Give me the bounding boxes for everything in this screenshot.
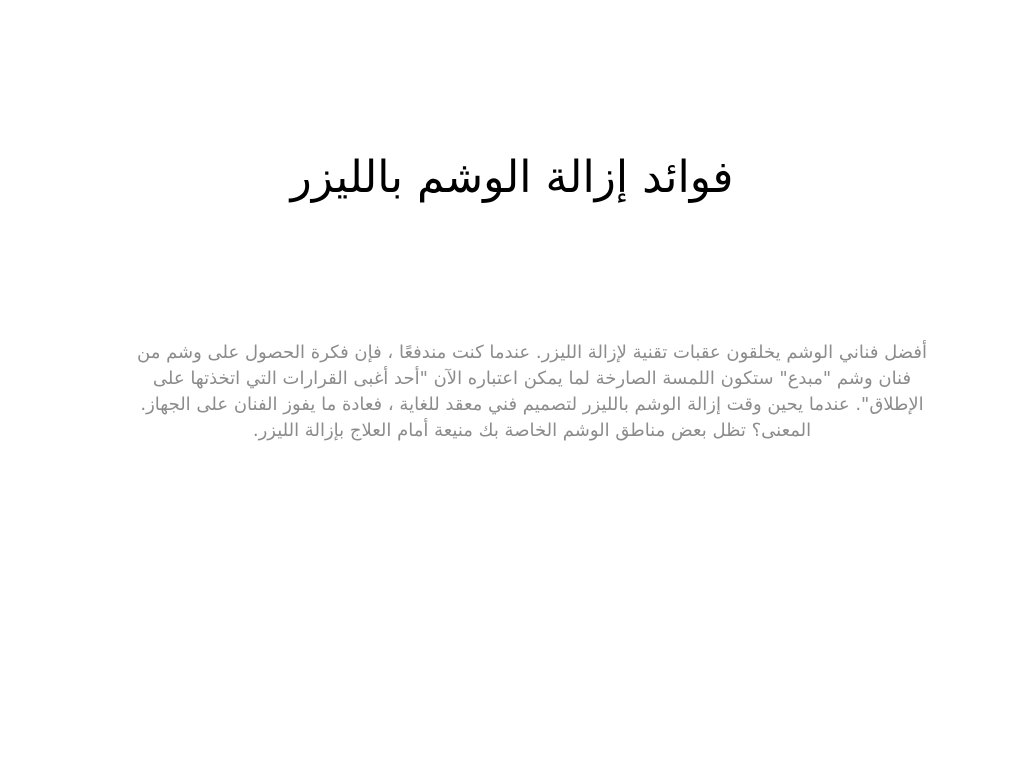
slide-body-text: أفضل فناني الوشم يخلقون عقبات تقنية لإزالة الليزر. عندما كنت مندفعًا ، فإن فكرة الحصول على وشم من فنان وشم "مبدع" ستكون اللمسة الصارخة لما يمكن اعتباره الآن "أحد أغبى القرارات التي اتخذتها على الإطلاق". عندما يحين وقت إزالة الوشم بالليزر لتصميم فني معقد للغاية ، فعادة ما يفوز الفنان على الجهاز. المعنى؟ تظل بعض مناطق الوشم الخاصة بك منيعة أمام العلاج بإزالة الليزر. bbox=[137, 342, 927, 441]
slide-title: فوائد إزالة الوشم بالليزر bbox=[290, 152, 734, 203]
